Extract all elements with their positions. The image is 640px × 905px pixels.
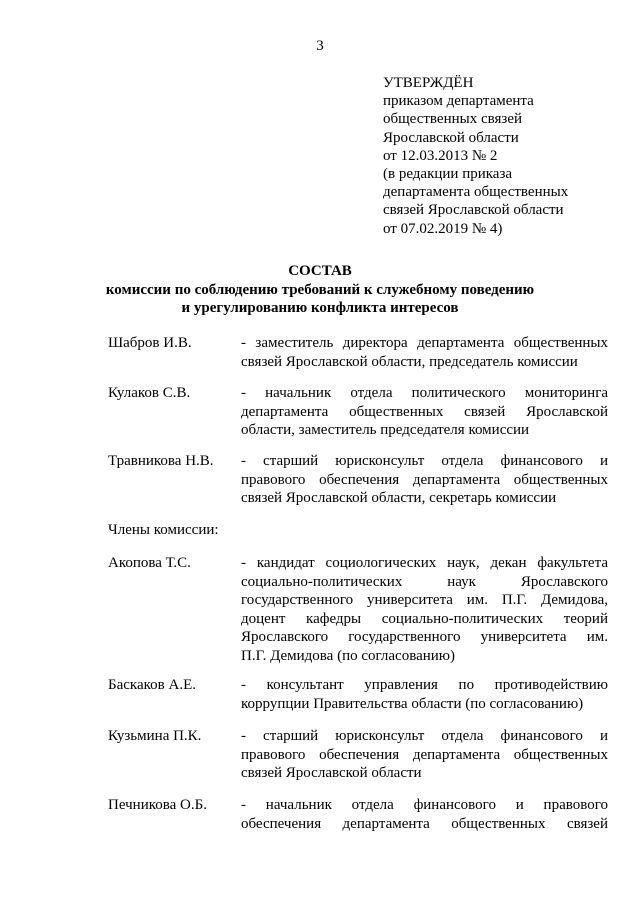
role-line: - начальник отдела политического мониторинга [241, 385, 608, 401]
role-line: - старший юрисконсульт отдела финансового и [241, 453, 608, 469]
role-line: - заместитель директора департамента общественных [241, 335, 608, 351]
document-subtitle [0, 282, 640, 317]
role-line: доцент кафедры социально-политических теорий [241, 610, 608, 627]
member-role [241, 334, 608, 371]
member-role [241, 796, 608, 833]
member-name: Печникова О.Б. [108, 797, 207, 813]
role-line: - старший юрисконсульт отдела финансового и [241, 728, 608, 744]
approval-line: связей Ярославской области [383, 202, 564, 219]
member-role [241, 676, 608, 713]
member-role [241, 452, 608, 508]
approval-line: от 07.02.2019 № 4) [383, 220, 503, 237]
approval-line: приказом департамента [383, 93, 534, 110]
members-heading: Члены комиссии: [108, 522, 219, 538]
member-name: Баскаков А.Е. [108, 677, 197, 693]
approval-stamp [383, 74, 613, 238]
member-role [241, 384, 608, 440]
role-line: коррупции Правительства области (по согласованию) [241, 695, 584, 712]
role-line: государственного университета им. П.Г. Демидова, [241, 592, 608, 609]
subtitle-line: и урегулированию конфликта интересов [181, 299, 459, 316]
approval-line: департамента общественных [383, 184, 569, 201]
role-line: правового обеспечения департамента общественных [241, 746, 608, 763]
role-line: обеспечения департамента общественных связей [241, 815, 608, 832]
approval-line: УТВЕРЖДЁН [383, 75, 474, 91]
member-name: Акопова Т.С. [108, 555, 191, 571]
role-line: социально-политических наук Ярославского [241, 573, 608, 590]
document-title: СОСТАВ [288, 263, 352, 279]
page-number: 3 [316, 38, 324, 54]
approval-line: общественных связей [383, 111, 523, 128]
member-role [241, 727, 608, 783]
approval-line: Ярославской области [383, 129, 519, 146]
member-name: Кузьмина П.К. [108, 728, 202, 744]
role-line: - консультант управления по противодействию [241, 677, 608, 693]
approval-line: (в редакции приказа [383, 166, 513, 183]
role-line: - кандидат социологических наук, декан факультета [241, 555, 608, 571]
approval-line: от 12.03.2013 № 2 [383, 147, 498, 164]
member-name: Травникова Н.В. [108, 453, 214, 469]
role-line: Ярославского государственного университета им. [241, 629, 608, 646]
member-name: Шабров И.В. [108, 335, 192, 351]
role-line: департамента общественных связей Ярославской [241, 403, 608, 420]
role-line: - начальник отдела финансового и правового [241, 797, 608, 813]
member-name: Кулаков С.В. [108, 385, 191, 401]
role-line: П.Г. Демидова (по согласованию) [241, 647, 455, 664]
role-line: связей Ярославской области [241, 765, 422, 782]
role-line: области, заместитель председателя комиссии [241, 422, 530, 439]
member-role [241, 554, 608, 666]
role-line: правового обеспечения департамента общественных [241, 471, 608, 488]
role-line: связей Ярославской области, секретарь комиссии [241, 490, 557, 507]
role-line: связей Ярославской области, председатель комиссии [241, 353, 578, 370]
subtitle-line: комиссии по соблюдению требований к служебному поведению [105, 282, 535, 298]
